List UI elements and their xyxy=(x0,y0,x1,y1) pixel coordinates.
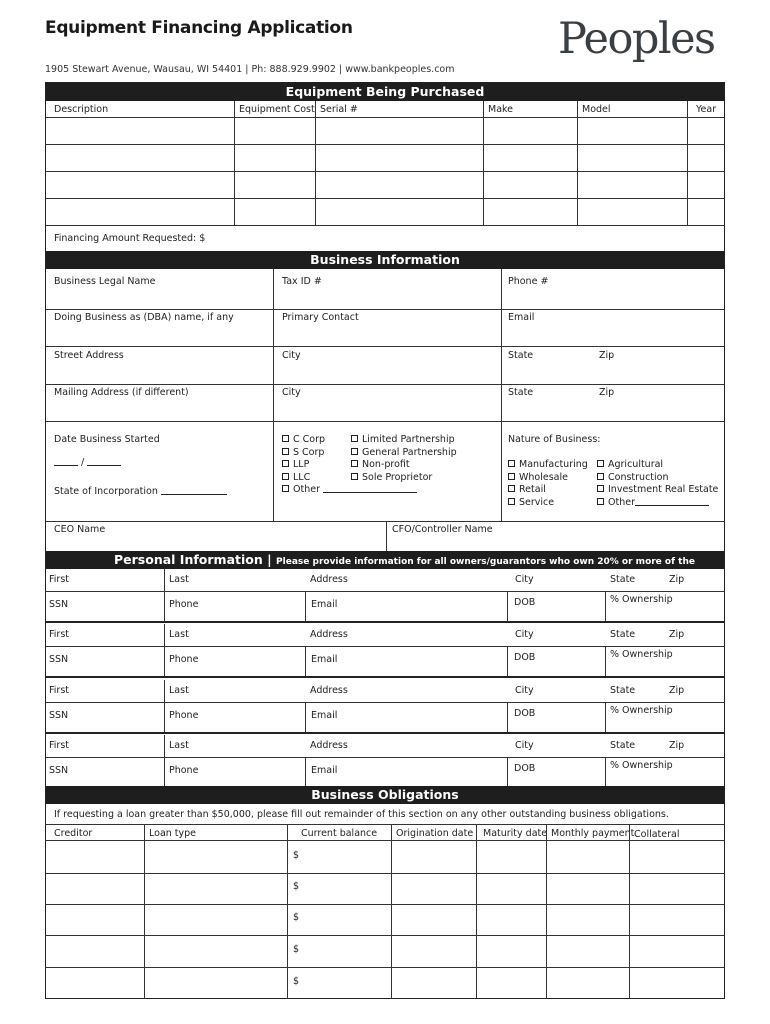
owner-ssn-field[interactable]: SSN xyxy=(49,654,69,665)
obligations-section-header: Business Obligations xyxy=(46,786,724,804)
owner-city-field[interactable]: City xyxy=(515,574,534,585)
divider xyxy=(46,873,724,874)
divider xyxy=(305,591,306,621)
divider xyxy=(629,824,630,999)
owner-ownership-field[interactable]: % Ownership xyxy=(610,760,673,771)
checkbox-llc[interactable]: LLC xyxy=(282,472,417,485)
checkbox-icon xyxy=(351,460,358,467)
divider xyxy=(46,824,724,825)
owner-phone-field[interactable]: Phone xyxy=(169,654,199,665)
divider xyxy=(501,269,502,521)
mailing-address-field[interactable]: Mailing Address (if different) xyxy=(54,387,189,398)
divider xyxy=(605,702,606,732)
owner-block-1 xyxy=(46,569,724,623)
owner-email-field[interactable]: Email xyxy=(311,765,338,776)
checkbox-icon xyxy=(282,448,289,455)
bank-address: 1905 Stewart Avenue, Wausau, WI 54401 | Ph: 888.929.9902 | www.bankpeoples.com xyxy=(45,64,455,75)
divider xyxy=(315,101,316,225)
financing-amount-field[interactable]: Financing Amount Requested: $ xyxy=(54,233,206,244)
obligations-note: If requesting a loan greater than $50,000, please fill out remainder of this section on any other outstanding business obligations. xyxy=(54,809,669,820)
owner-email-field[interactable]: Email xyxy=(311,710,338,721)
checkbox-icon xyxy=(351,448,358,455)
owner-zip-field[interactable]: Zip xyxy=(669,685,685,696)
street-address-field[interactable]: Street Address xyxy=(54,350,124,361)
date-business-started-input[interactable]: / xyxy=(54,457,121,468)
owner-first-field[interactable]: First xyxy=(49,740,69,751)
divider xyxy=(164,569,165,621)
application-form xyxy=(45,82,725,999)
divider xyxy=(46,346,724,347)
owner-address-field[interactable]: Address xyxy=(310,740,348,751)
divider xyxy=(305,702,306,732)
checkbox-retail[interactable]: Retail xyxy=(508,484,588,497)
divider xyxy=(305,646,306,676)
divider xyxy=(46,676,724,678)
checkbox-non-profit[interactable]: Non-profit xyxy=(351,459,457,472)
owner-last-field[interactable]: Last xyxy=(169,685,189,696)
business-email-field[interactable]: Email xyxy=(508,312,535,323)
divider xyxy=(46,384,724,385)
divider xyxy=(273,269,274,521)
col-current-balance: Current balance xyxy=(301,828,378,839)
checkbox-manufacturing[interactable]: Manufacturing xyxy=(508,459,588,472)
checkbox-icon xyxy=(597,485,604,492)
checkbox-llp[interactable]: LLP xyxy=(282,459,417,472)
checkbox-c-corp[interactable]: C Corp xyxy=(282,434,417,447)
nature-of-business-label: Nature of Business: xyxy=(508,434,601,445)
personal-section-header: Personal Information | Please provide information for all owners/guarantors who own 20% or more of the business. xyxy=(46,551,724,569)
col-monthly-payment: Monthly payment xyxy=(551,828,635,839)
owner-block-2 xyxy=(46,624,724,678)
owner-state-field[interactable]: State xyxy=(610,629,636,640)
divider xyxy=(144,824,145,999)
divider xyxy=(605,646,606,676)
divider xyxy=(46,621,724,623)
checkbox-construction[interactable]: Construction xyxy=(597,472,718,485)
col-serial: Serial # xyxy=(320,104,358,115)
owner-dob-field[interactable]: DOB xyxy=(514,763,536,774)
divider xyxy=(46,904,724,905)
owner-dob-field[interactable]: DOB xyxy=(514,652,536,663)
checkbox-service[interactable]: Service xyxy=(508,497,588,510)
checkbox-sole-proprietor[interactable]: Sole Proprietor xyxy=(351,472,457,485)
zip-field[interactable]: Zip xyxy=(599,350,615,361)
owner-phone-field[interactable]: Phone xyxy=(169,765,199,776)
owner-state-field[interactable]: State xyxy=(610,574,636,585)
page-title: Equipment Financing Application xyxy=(45,18,353,38)
mailing-state-field[interactable]: State xyxy=(508,387,534,398)
owner-city-field[interactable]: City xyxy=(515,685,534,696)
owner-city-field[interactable]: City xyxy=(515,629,534,640)
business-phone-field[interactable]: Phone # xyxy=(508,276,549,287)
col-origination-date: Origination date xyxy=(396,828,474,839)
divider xyxy=(46,591,724,592)
checkbox-icon xyxy=(508,460,515,467)
divider xyxy=(46,646,724,647)
business-section-header: Business Information xyxy=(46,251,724,269)
checkbox-icon xyxy=(508,485,515,492)
checkbox-other-entity[interactable]: Other xyxy=(282,484,417,497)
checkbox-other-nature[interactable]: Other xyxy=(597,497,718,510)
divider xyxy=(46,967,724,968)
divider xyxy=(687,101,688,225)
equipment-section-header: Equipment Being Purchased xyxy=(46,83,724,101)
equipment-description-input[interactable] xyxy=(47,118,233,224)
owner-city-field[interactable]: City xyxy=(515,740,534,751)
col-make: Make xyxy=(488,104,514,115)
divider xyxy=(476,824,477,999)
balance-input[interactable]: $ xyxy=(293,912,300,923)
owner-ssn-field[interactable]: SSN xyxy=(49,599,69,610)
divider xyxy=(546,824,547,999)
owner-dob-field[interactable]: DOB xyxy=(514,597,536,608)
checkbox-agricultural[interactable]: Agricultural xyxy=(597,459,718,472)
divider xyxy=(46,732,724,734)
owner-last-field[interactable]: Last xyxy=(169,740,189,751)
owner-state-field[interactable]: State xyxy=(610,740,636,751)
col-maturity-date: Maturity date xyxy=(483,828,548,839)
nature-group-1 xyxy=(508,459,588,509)
owner-address-field[interactable]: Address xyxy=(310,629,348,640)
owner-last-field[interactable]: Last xyxy=(169,629,189,640)
divider xyxy=(164,680,165,732)
owner-first-field[interactable]: First xyxy=(49,685,69,696)
checkbox-wholesale[interactable]: Wholesale xyxy=(508,472,588,485)
divider xyxy=(46,935,724,936)
cfo-name-field[interactable]: CFO/Controller Name xyxy=(392,524,493,535)
divider xyxy=(234,101,235,225)
checkbox-icon xyxy=(282,460,289,467)
divider xyxy=(164,735,165,787)
balance-input[interactable]: $ xyxy=(293,881,300,892)
balance-input[interactable]: $ xyxy=(293,850,300,861)
divider xyxy=(46,840,724,841)
divider xyxy=(577,101,578,225)
balance-input[interactable]: $ xyxy=(293,944,300,955)
divider xyxy=(507,702,508,732)
mailing-zip-field[interactable]: Zip xyxy=(599,387,615,398)
col-creditor: Creditor xyxy=(54,828,93,839)
bank-logo: Peoples xyxy=(558,14,715,64)
owner-ownership-field[interactable]: % Ownership xyxy=(610,649,673,660)
owner-block-4 xyxy=(46,735,724,789)
divider xyxy=(164,624,165,676)
checkbox-icon xyxy=(597,473,604,480)
owner-zip-field[interactable]: Zip xyxy=(669,574,685,585)
checkbox-icon xyxy=(282,485,289,492)
divider xyxy=(46,225,724,226)
owner-ssn-field[interactable]: SSN xyxy=(49,710,69,721)
checkbox-icon xyxy=(351,473,358,480)
divider xyxy=(507,646,508,676)
ceo-name-field[interactable]: CEO Name xyxy=(54,524,106,535)
owner-first-field[interactable]: First xyxy=(49,574,69,585)
owner-ownership-field[interactable]: % Ownership xyxy=(610,594,673,605)
divider xyxy=(305,757,306,787)
divider xyxy=(507,757,508,787)
dba-field[interactable]: Doing Business as (DBA) name, if any xyxy=(54,312,234,323)
balance-input[interactable]: $ xyxy=(293,976,300,987)
col-year: Year xyxy=(696,104,717,115)
owner-phone-field[interactable]: Phone xyxy=(169,599,199,610)
owner-address-field[interactable]: Address xyxy=(310,685,348,696)
col-equipment-cost: Equipment Cost xyxy=(239,104,315,115)
divider xyxy=(46,521,724,522)
divider xyxy=(287,824,288,999)
state-of-incorporation-field[interactable]: State of Incorporation xyxy=(54,486,227,497)
owner-phone-field[interactable]: Phone xyxy=(169,710,199,721)
state-field[interactable]: State xyxy=(508,350,534,361)
divider xyxy=(483,101,484,225)
divider xyxy=(605,757,606,787)
owner-state-field[interactable]: State xyxy=(610,685,636,696)
checkbox-icon xyxy=(351,435,358,442)
checkbox-general-partnership[interactable]: General Partnership xyxy=(351,447,457,460)
owner-ssn-field[interactable]: SSN xyxy=(49,765,69,776)
primary-contact-field[interactable]: Primary Contact xyxy=(282,312,359,323)
divider xyxy=(386,521,387,551)
owner-dob-field[interactable]: DOB xyxy=(514,708,536,719)
col-loan-type: Loan type xyxy=(149,828,197,839)
col-collateral: Collateral xyxy=(634,829,680,840)
divider xyxy=(46,309,724,310)
col-model: Model xyxy=(582,104,611,115)
divider xyxy=(605,591,606,621)
checkbox-investment-real-estate[interactable]: Investment Real Estate xyxy=(597,484,718,497)
checkbox-s-corp[interactable]: S Corp xyxy=(282,447,417,460)
owner-email-field[interactable]: Email xyxy=(311,599,338,610)
owner-email-field[interactable]: Email xyxy=(311,654,338,665)
owner-first-field[interactable]: First xyxy=(49,629,69,640)
divider xyxy=(507,591,508,621)
owner-block-3 xyxy=(46,680,724,734)
checkbox-icon xyxy=(597,498,604,505)
city-field[interactable]: City xyxy=(282,350,301,361)
owner-zip-field[interactable]: Zip xyxy=(669,740,685,751)
checkbox-icon xyxy=(282,473,289,480)
divider xyxy=(391,824,392,999)
owner-address-field[interactable]: Address xyxy=(310,574,348,585)
date-business-started-label: Date Business Started xyxy=(54,434,160,445)
nature-group-2 xyxy=(597,459,718,509)
checkbox-icon xyxy=(597,460,604,467)
divider xyxy=(46,757,724,758)
col-description: Description xyxy=(54,104,109,115)
owner-ownership-field[interactable]: % Ownership xyxy=(610,705,673,716)
owner-last-field[interactable]: Last xyxy=(169,574,189,585)
checkbox-icon xyxy=(508,498,515,505)
owner-zip-field[interactable]: Zip xyxy=(669,629,685,640)
checkbox-limited-partnership[interactable]: Limited Partnership xyxy=(351,434,457,447)
mailing-city-field[interactable]: City xyxy=(282,387,301,398)
checkbox-icon xyxy=(282,435,289,442)
divider xyxy=(46,421,724,422)
entity-type-group-2 xyxy=(351,434,457,484)
divider xyxy=(46,702,724,703)
tax-id-field[interactable]: Tax ID # xyxy=(282,276,322,287)
business-legal-name-field[interactable]: Business Legal Name xyxy=(54,276,156,287)
checkbox-icon xyxy=(508,473,515,480)
